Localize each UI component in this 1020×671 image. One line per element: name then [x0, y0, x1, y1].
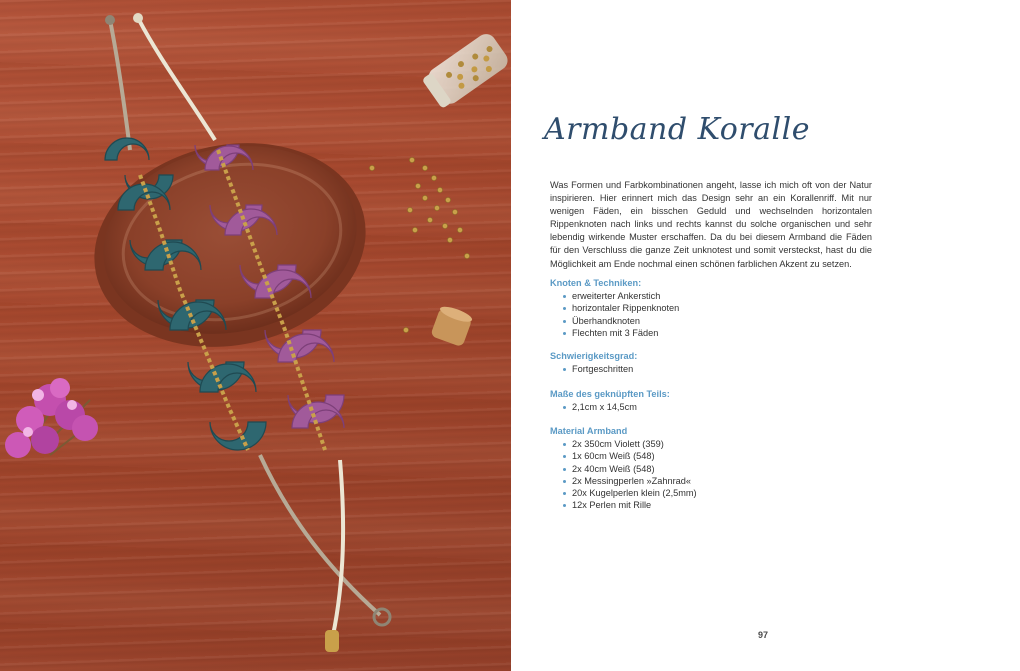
- intro-paragraph: Was Formen und Farbkombinationen angeht, lasse ich mich oft von der Natur inspirieren. Hier erinnert mich das Design sehr an ein Korallenriff. Mit nur wenigen Fäden, ein bisschen Geduld und wechselnden horizontalen Rippenknoten nach links und rechts kannst du solche organischen und sehr lebendig wirkende Muster erschaffen. Da du bei diesem Armband die Fäden für den Verschluss die ganze Zeit unknotest und somit versteckst, hast du die Möglichkeit am Ende nochmal einen schönen farblichen Akzent zu setzen.: [550, 180, 872, 269]
- section-heading: Knoten & Techniken:: [550, 278, 642, 288]
- section-heading: Material Armband: [550, 426, 628, 436]
- list-item: Überhandknoten: [550, 315, 880, 327]
- section-techniques: [550, 277, 880, 339]
- loose-beads: [369, 157, 469, 332]
- page-number: 97: [758, 630, 769, 640]
- list-item: 2x 40cm Weiß (548): [550, 463, 880, 475]
- dried-flower: [5, 378, 98, 458]
- list-item: Fortgeschritten: [550, 363, 880, 375]
- list-item: 2,1cm x 14,5cm: [550, 401, 880, 413]
- list-item: erweiterter Ankerstich: [550, 290, 880, 302]
- material-list: [550, 438, 880, 512]
- section-heading: Schwierigkeitsgrad:: [550, 351, 638, 361]
- section-difficulty: [550, 350, 880, 375]
- list-item: 2x Messingperlen »Zahnrad«: [550, 475, 880, 487]
- list-item: 2x 350cm Violett (359): [550, 438, 880, 450]
- difficulty-list: [550, 363, 880, 375]
- list-item: horizontaler Rippenknoten: [550, 302, 880, 314]
- dimensions-list: [550, 401, 880, 413]
- techniques-list: [550, 290, 880, 339]
- section-dimensions: [550, 388, 880, 413]
- section-heading: Maße des geknüpften Teils:: [550, 389, 670, 399]
- list-item: 12x Perlen mit Rille: [550, 499, 880, 511]
- page-title: Armband Koralle: [544, 112, 810, 147]
- list-item: 1x 60cm Weiß (548): [550, 450, 880, 462]
- bead-jar: [421, 30, 511, 110]
- cork: [430, 304, 474, 348]
- list-item: Flechten mit 3 Fäden: [550, 327, 880, 339]
- section-material: [550, 425, 880, 512]
- list-item: 20x Kugelperlen klein (2,5mm): [550, 487, 880, 499]
- text-page: [511, 0, 1020, 671]
